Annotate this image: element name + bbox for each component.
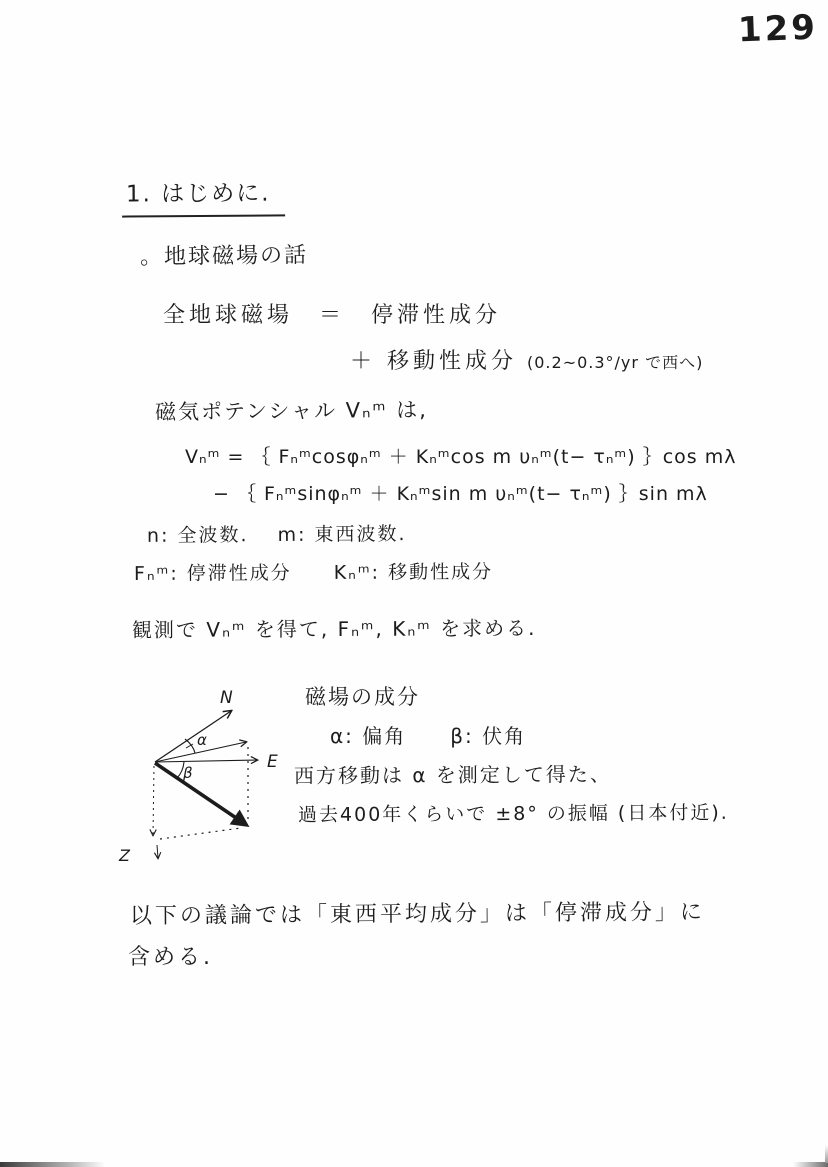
westward-drift-note-line1: 西方移動は α を測定して得た、 bbox=[293, 762, 612, 788]
diagram-angle-definitions: α: 偏角 β: 伏角 bbox=[330, 724, 527, 748]
diagram-caption-title: 磁場の成分 bbox=[305, 685, 420, 709]
scan-edge-artifact-right bbox=[793, 1162, 828, 1167]
down-label: Z bbox=[119, 846, 130, 865]
topic-bullet: 。地球磁場の話 bbox=[139, 243, 309, 270]
north-label: N bbox=[220, 688, 233, 708]
east-axis-arrow bbox=[155, 760, 257, 762]
projection-bottom-dashed bbox=[160, 828, 241, 839]
down-axis-dashed bbox=[153, 766, 154, 835]
closing-statement-line1: 以下の議論では「東西平均成分」は「停滞成分」に bbox=[129, 899, 706, 930]
observation-note: 観測で Vₙᵐ を得て, Fₙᵐ, Kₙᵐ を求める. bbox=[131, 615, 537, 643]
down-axis-arrow bbox=[157, 845, 158, 858]
moving-component-term: ＋ 移動性成分 bbox=[350, 349, 517, 374]
drift-rate-note: (0.2~0.3°/yr で西へ) bbox=[527, 353, 704, 372]
page-number: 129 bbox=[737, 7, 819, 51]
east-label: E bbox=[267, 752, 278, 772]
westward-drift-note-line2: 過去400年くらいで ±8° の振幅 (日本付近). bbox=[297, 801, 729, 827]
alpha-label: α bbox=[197, 731, 207, 749]
total-field-vector-arrow bbox=[155, 763, 245, 824]
potential-equation-line2: − ｛ Fₙᵐsinφₙᵐ ＋ Kₙᵐsin m υₙᵐ(t− τₙᵐ) ｝sin mλ bbox=[213, 483, 708, 505]
field-components-diagram bbox=[105, 665, 315, 875]
potential-equation-line1: Vₙᵐ = ｛ Fₙᵐcosφₙᵐ ＋ Kₙᵐcos m υₙᵐ(t− τₙᵐ) ｝cos mλ bbox=[185, 446, 737, 468]
closing-statement-line2: 含める. bbox=[128, 945, 213, 970]
wavenumber-definitions: n: 全波数. m: 東西波数. bbox=[146, 523, 407, 547]
beta-label: β bbox=[183, 764, 193, 782]
north-axis-arrow bbox=[155, 711, 231, 762]
total-field-equation-line2 bbox=[350, 348, 703, 376]
scan-edge-artifact-left bbox=[0, 1162, 105, 1167]
coefficient-definitions: Fₙᵐ: 停滞性成分 Kₙᵐ: 移動性成分 bbox=[133, 561, 494, 585]
section-title: 1. はじめに. bbox=[122, 179, 285, 217]
total-field-equation-line1: 全地球磁場 ＝ 停滞性成分 bbox=[163, 303, 502, 328]
potential-intro: 磁気ポテンシャル Vₙᵐ は, bbox=[154, 397, 428, 425]
